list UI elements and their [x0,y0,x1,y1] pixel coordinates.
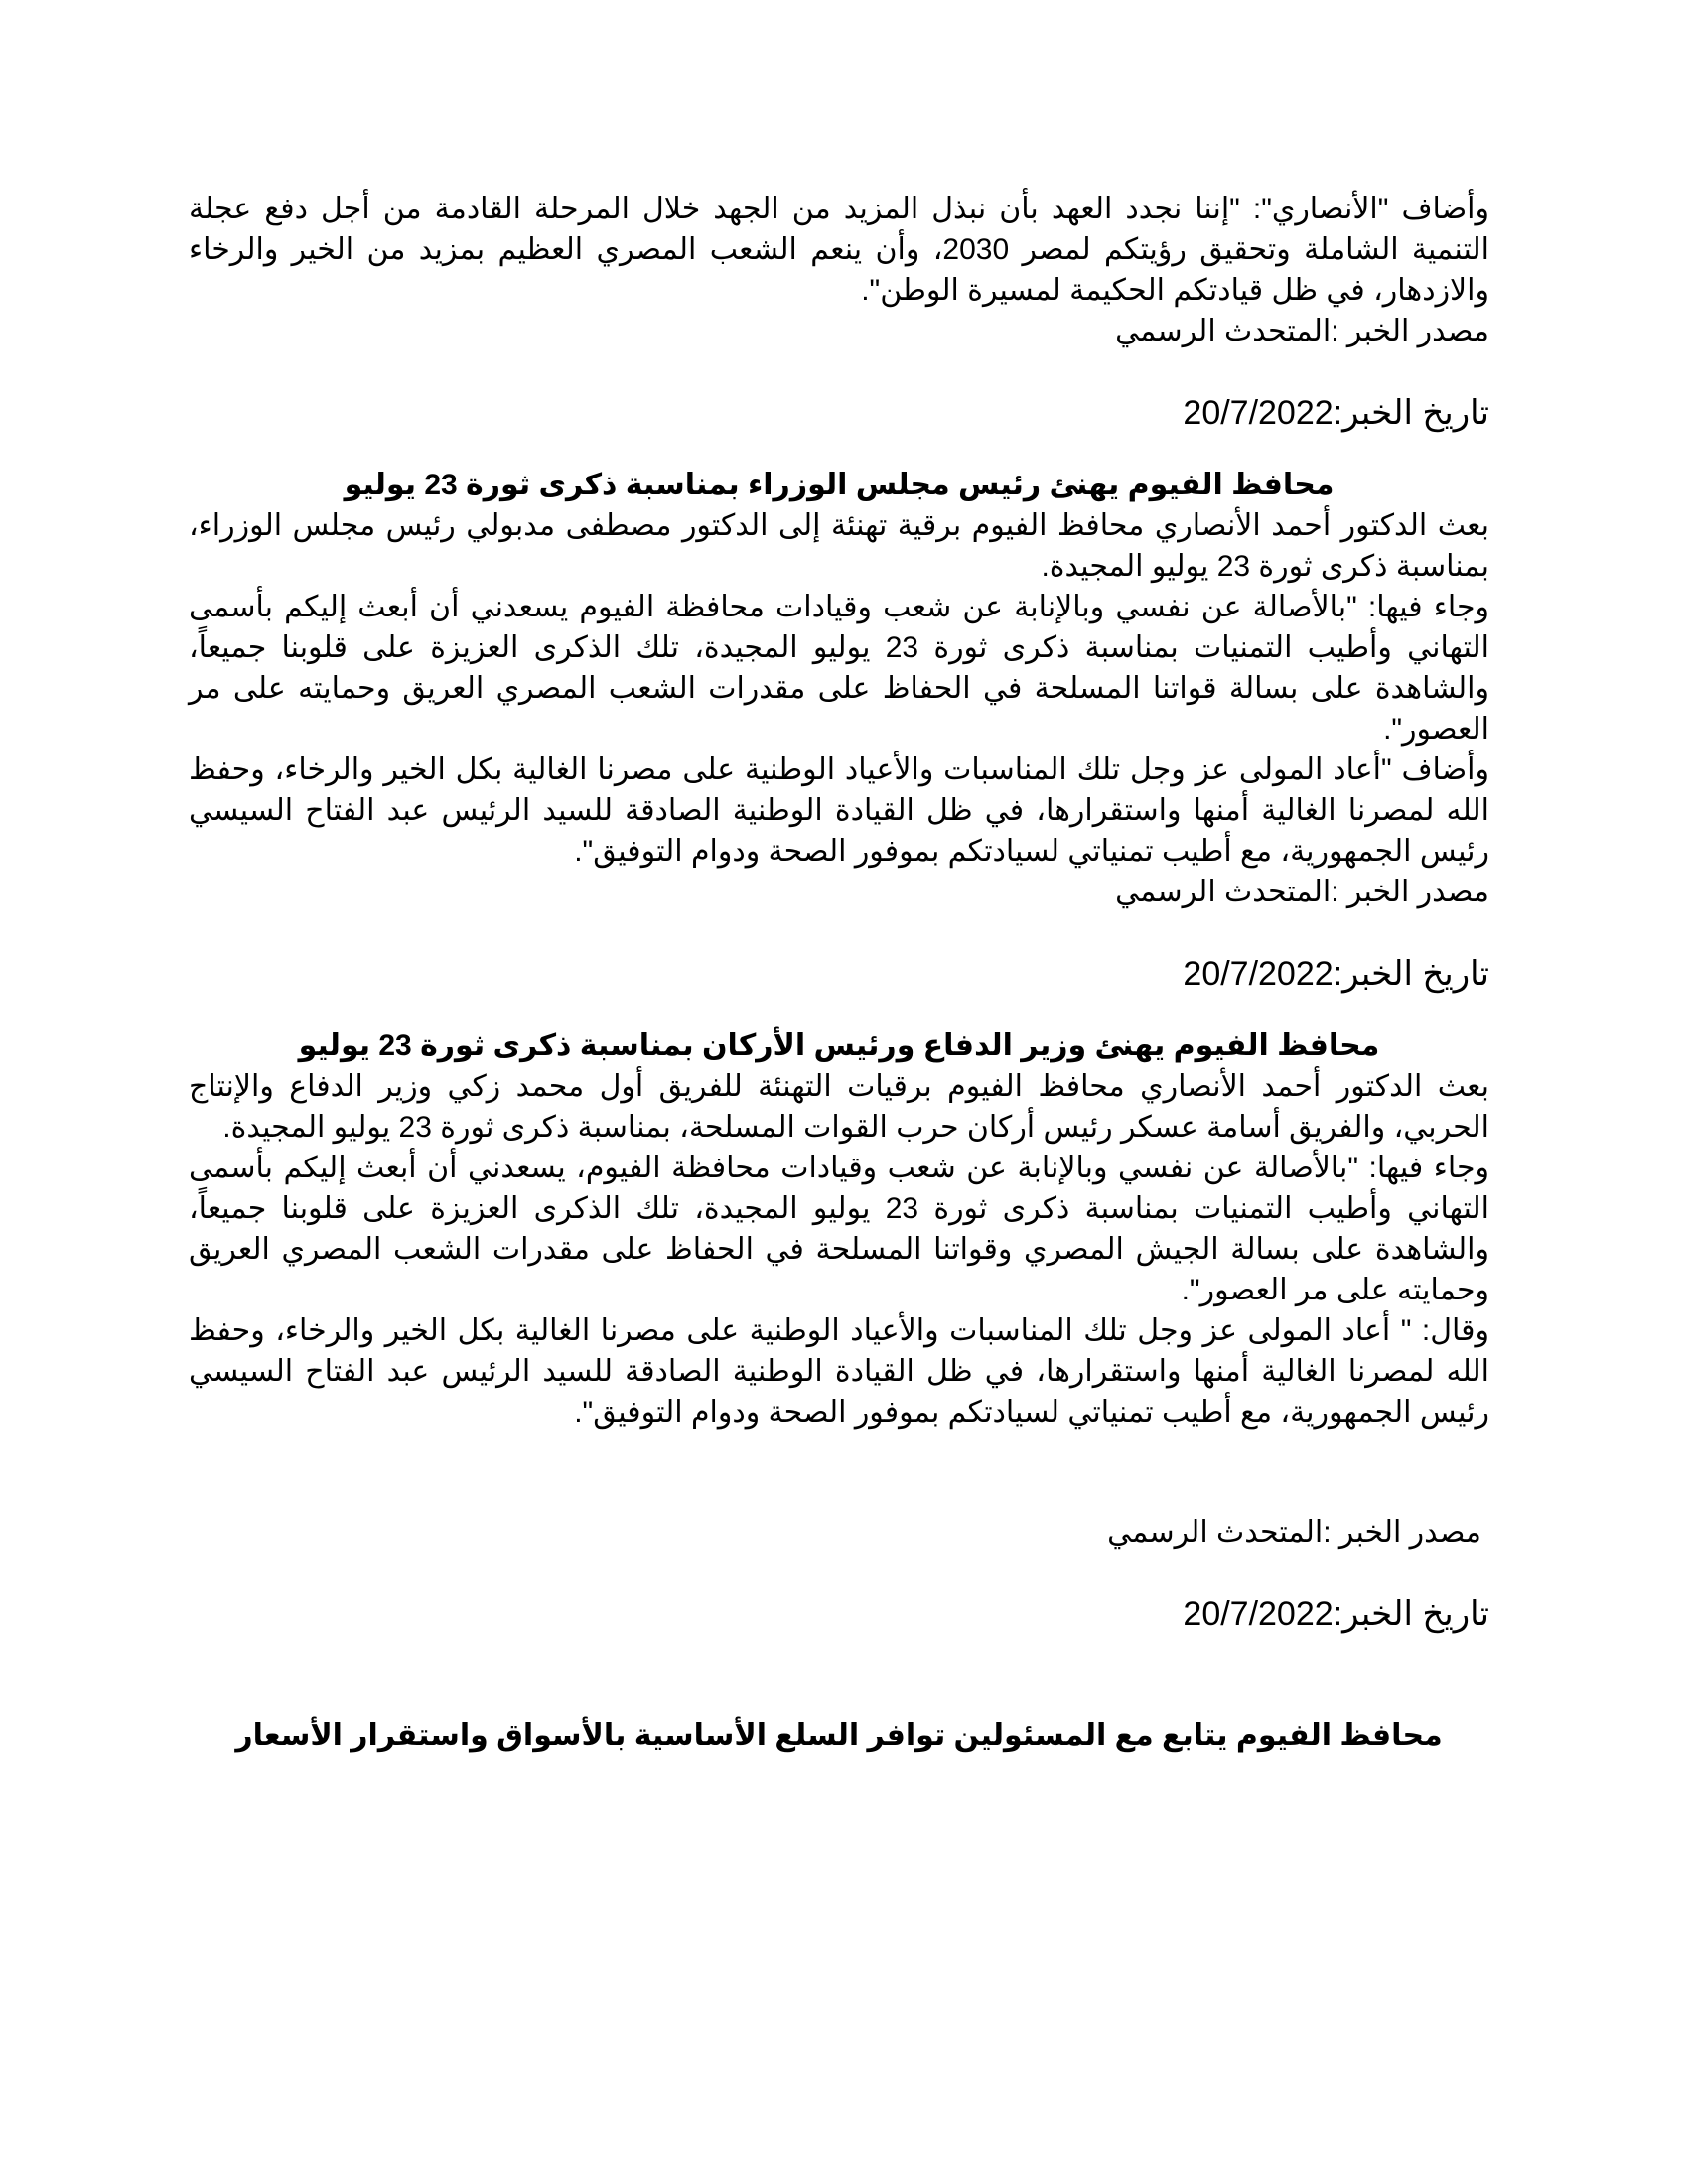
article1-paragraph-1: بعث الدكتور أحمد الأنصاري محافظ الفيوم برقية تهنئة إلى الدكتور مصطفى مدبولي رئيس مجلس الوزراء، بمناسبة ذكرى ثورة 23 يوليو المجيدة. [189,509,1489,583]
intro-date: تاريخ الخبر:20/7/2022 [1183,394,1489,432]
article2-source: مصدر الخبر :المتحدث الرسمي [1107,1516,1481,1549]
article2-title: محافظ الفيوم يهنئ وزير الدفاع ورئيس الأركان بمناسبة ذكرى ثورة 23 يوليو [298,1029,1380,1062]
article1-source: مصدر الخبر :المتحدث الرسمي [1115,876,1489,908]
article3-title: محافظ الفيوم يتابع مع المسئولين توافر السلع الأساسية بالأسواق واستقرار الأسعار [235,1719,1443,1752]
intro-paragraph: وأضاف "الأنصاري": "إننا نجدد العهد بأن نبذل المزيد من الجهد خلال المرحلة القادمة من أجل دفع عجلة التنمية الشاملة وتحقيق رؤيتكم لمصر 2030، وأن ينعم الشعب المصري العظيم بمزيد من الخير والرخاء والازدهار، في ظل قيادتكم الحكيمة لمسيرة الوطن". [189,193,1489,307]
article2-paragraph-1: بعث الدكتور أحمد الأنصاري محافظ الفيوم برقيات التهنئة للفريق أول محمد زكي وزير الدفاع والإنتاج الحربي، والفريق أسامة عسكر رئيس أركان حرب القوات المسلحة، بمناسبة ذكرى ثورة 23 يوليو المجيدة. [189,1070,1489,1144]
article1-paragraph-2: وجاء فيها: "بالأصالة عن نفسي وبالإنابة عن شعب وقيادات محافظة الفيوم يسعدني أن أبعث إليكم بأسمى التهاني وأطيب التمنيات بمناسبة ذكرى ثورة 23 يوليو المجيدة، تلك الذكرى العزيزة على قلوبنا جميعاً، والشاهدة على بسالة قواتنا المسلحة في الحفاظ على مقدرات الشعب المصري العريق وحمايته على مر العصور". [189,591,1490,746]
document-page [189,189,1489,1756]
article1-paragraph-3: وأضاف "أعاد المولى عز وجل تلك المناسبات والأعياد الوطنية على مصرنا الغالية بكل الخير والرخاء، وحفظ الله لمصرنا الغالية أمنها واستقرارها، في ظل القيادة الوطنية الصادقة للسيد الرئيس عبد الفتاح السيسي رئيس الجمهورية، مع أطيب تمنياتي لسيادتكم بموفور الصحة ودوام التوفيق". [189,753,1489,868]
article2-paragraph-2: وجاء فيها: "بالأصالة عن نفسي وبالإنابة عن شعب وقيادات محافظة الفيوم، يسعدني أن أبعث إليكم بأسمى التهاني وأطيب التمنيات بمناسبة ذكرى ثورة 23 يوليو المجيدة، تلك الذكرى العزيزة على قلوبنا جميعاً، والشاهدة على بسالة الجيش المصري وقواتنا المسلحة في الحفاظ على مقدرات الشعب المصري العريق وحمايته على مر العصور". [189,1152,1490,1306]
intro-source: مصدر الخبر :المتحدث الرسمي [1115,315,1489,347]
article2-date: تاريخ الخبر:20/7/2022 [1183,1595,1489,1633]
article2-paragraph-3: وقال: " أعاد المولى عز وجل تلك المناسبات والأعياد الوطنية على مصرنا الغالية بكل الخير والرخاء، وحفظ الله لمصرنا الغالية أمنها واستقرارها، في ظل القيادة الوطنية الصادقة للسيد الرئيس عبد الفتاح السيسي رئيس الجمهورية، مع أطيب تمنياتي لسيادتكم بموفور الصحة ودوام التوفيق". [189,1314,1489,1429]
article1-title: محافظ الفيوم يهنئ رئيس مجلس الوزراء بمناسبة ذكرى ثورة 23 يوليو [344,469,1335,501]
article1-date: تاريخ الخبر:20/7/2022 [1183,955,1489,993]
